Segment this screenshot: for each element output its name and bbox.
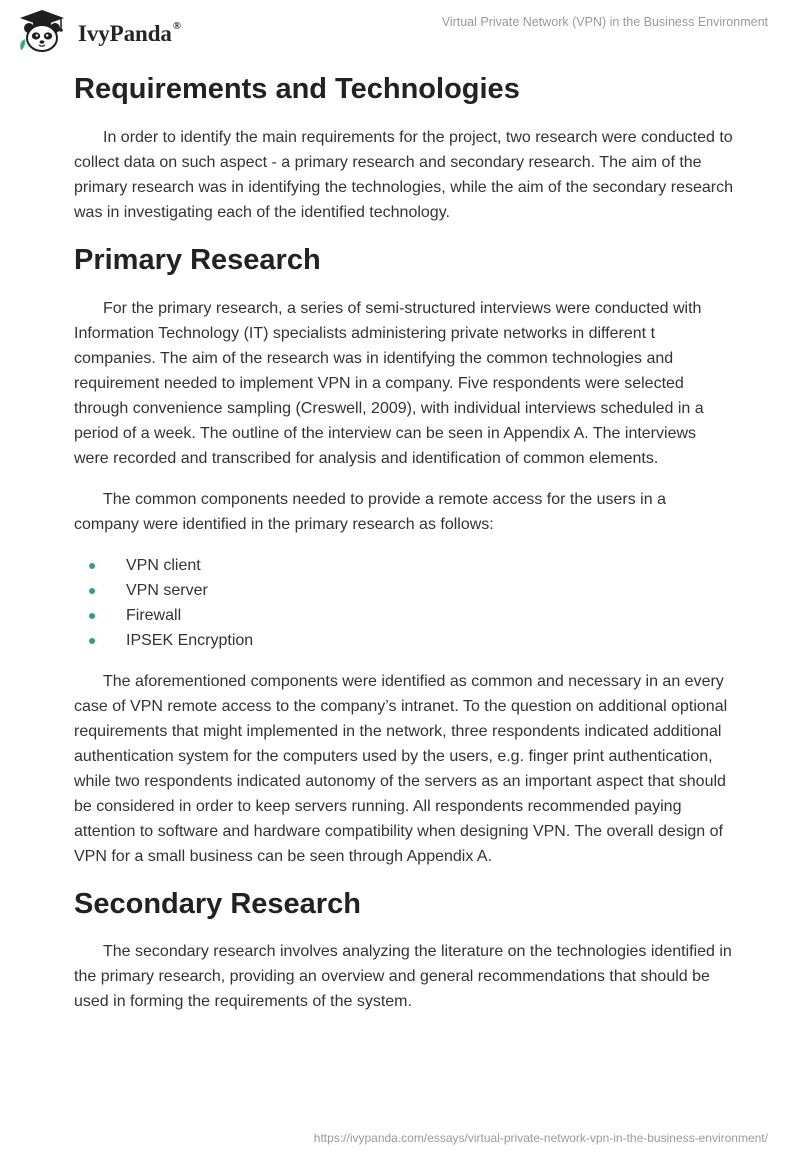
bullet-icon <box>89 613 95 619</box>
ivypanda-logo[interactable] <box>14 9 181 55</box>
components-list <box>74 553 734 653</box>
list-item <box>74 603 734 628</box>
essay-body <box>74 72 734 1030</box>
page-header <box>0 0 800 60</box>
list-item-text: IPSEK Encryption <box>126 631 254 649</box>
brand-name: IvyPanda® <box>78 20 181 46</box>
heading-secondary-research: Secondary Research <box>74 887 361 920</box>
paragraph-secondary: The secondary research involves analyzing the literature on the technologies identified in the primary research, providing an overview and general recommendations that should be used in forming the requirements of the system. <box>74 943 732 1011</box>
list-item <box>74 553 734 578</box>
paragraph-primary-1: For the primary research, a series of semi-structured interviews were conducted with Information Technology (IT) specialists administering private networks in different t companies. The aim of the research was in identifying the common technologies and requirement needed to implement VPN in a company. Five respondents were selected through convenience sampling (Creswell, 2009), with individual interviews scheduled in a period of a week. The outline of the interview can be seen in Appendix A. The interviews were recorded and transcribed for analysis and identification of common elements. <box>74 299 704 467</box>
paragraph-requirements: In order to identify the main requirements for the project, two research were conducted to collect data on such aspect - a primary research and secondary research. The aim of the primary research was in identifying the technologies, while the aim of the secondary research was in investigating each of the identified technology. <box>74 128 733 221</box>
heading-requirements: Requirements and Technologies <box>74 73 520 105</box>
heading-primary-research: Primary Research <box>74 243 321 276</box>
list-item-text: VPN client <box>126 556 201 574</box>
bullet-icon <box>89 563 95 569</box>
list-item <box>74 578 734 603</box>
paragraph-primary-2: The common components needed to provide a remote access for the users in a company were identified in the primary research as follows: <box>74 490 666 533</box>
list-item <box>74 628 734 653</box>
paragraph-primary-3: The aforementioned components were identified as common and necessary in an every case of VPN remote access to the company’s intranet. To the question on additional optional requirements that might implemented in the network, three respondents indicated additional authentication system for the computers used by the users, e.g. finger print authentication, while two respondents indicated autonomy of the servers as an important aspect that should be considered in order to keep servers running. All respondents recommended paying attention to software and hardware compatibility when designing VPN. The overall design of VPN for a small business can be seen through Appendix A. <box>74 672 728 865</box>
bullet-icon <box>89 638 95 644</box>
trademark-symbol: ® <box>172 20 181 33</box>
running-title: Virtual Private Network (VPN) in the Business Environment <box>441 15 768 29</box>
list-item-text: Firewall <box>126 606 182 624</box>
bullet-icon <box>89 588 95 594</box>
list-item-text: VPN server <box>126 581 208 599</box>
panda-graduate-icon <box>14 9 70 55</box>
source-url[interactable]: https://ivypanda.com/essays/virtual-private-network-vpn-in-the-business-environment/ <box>313 1131 768 1145</box>
